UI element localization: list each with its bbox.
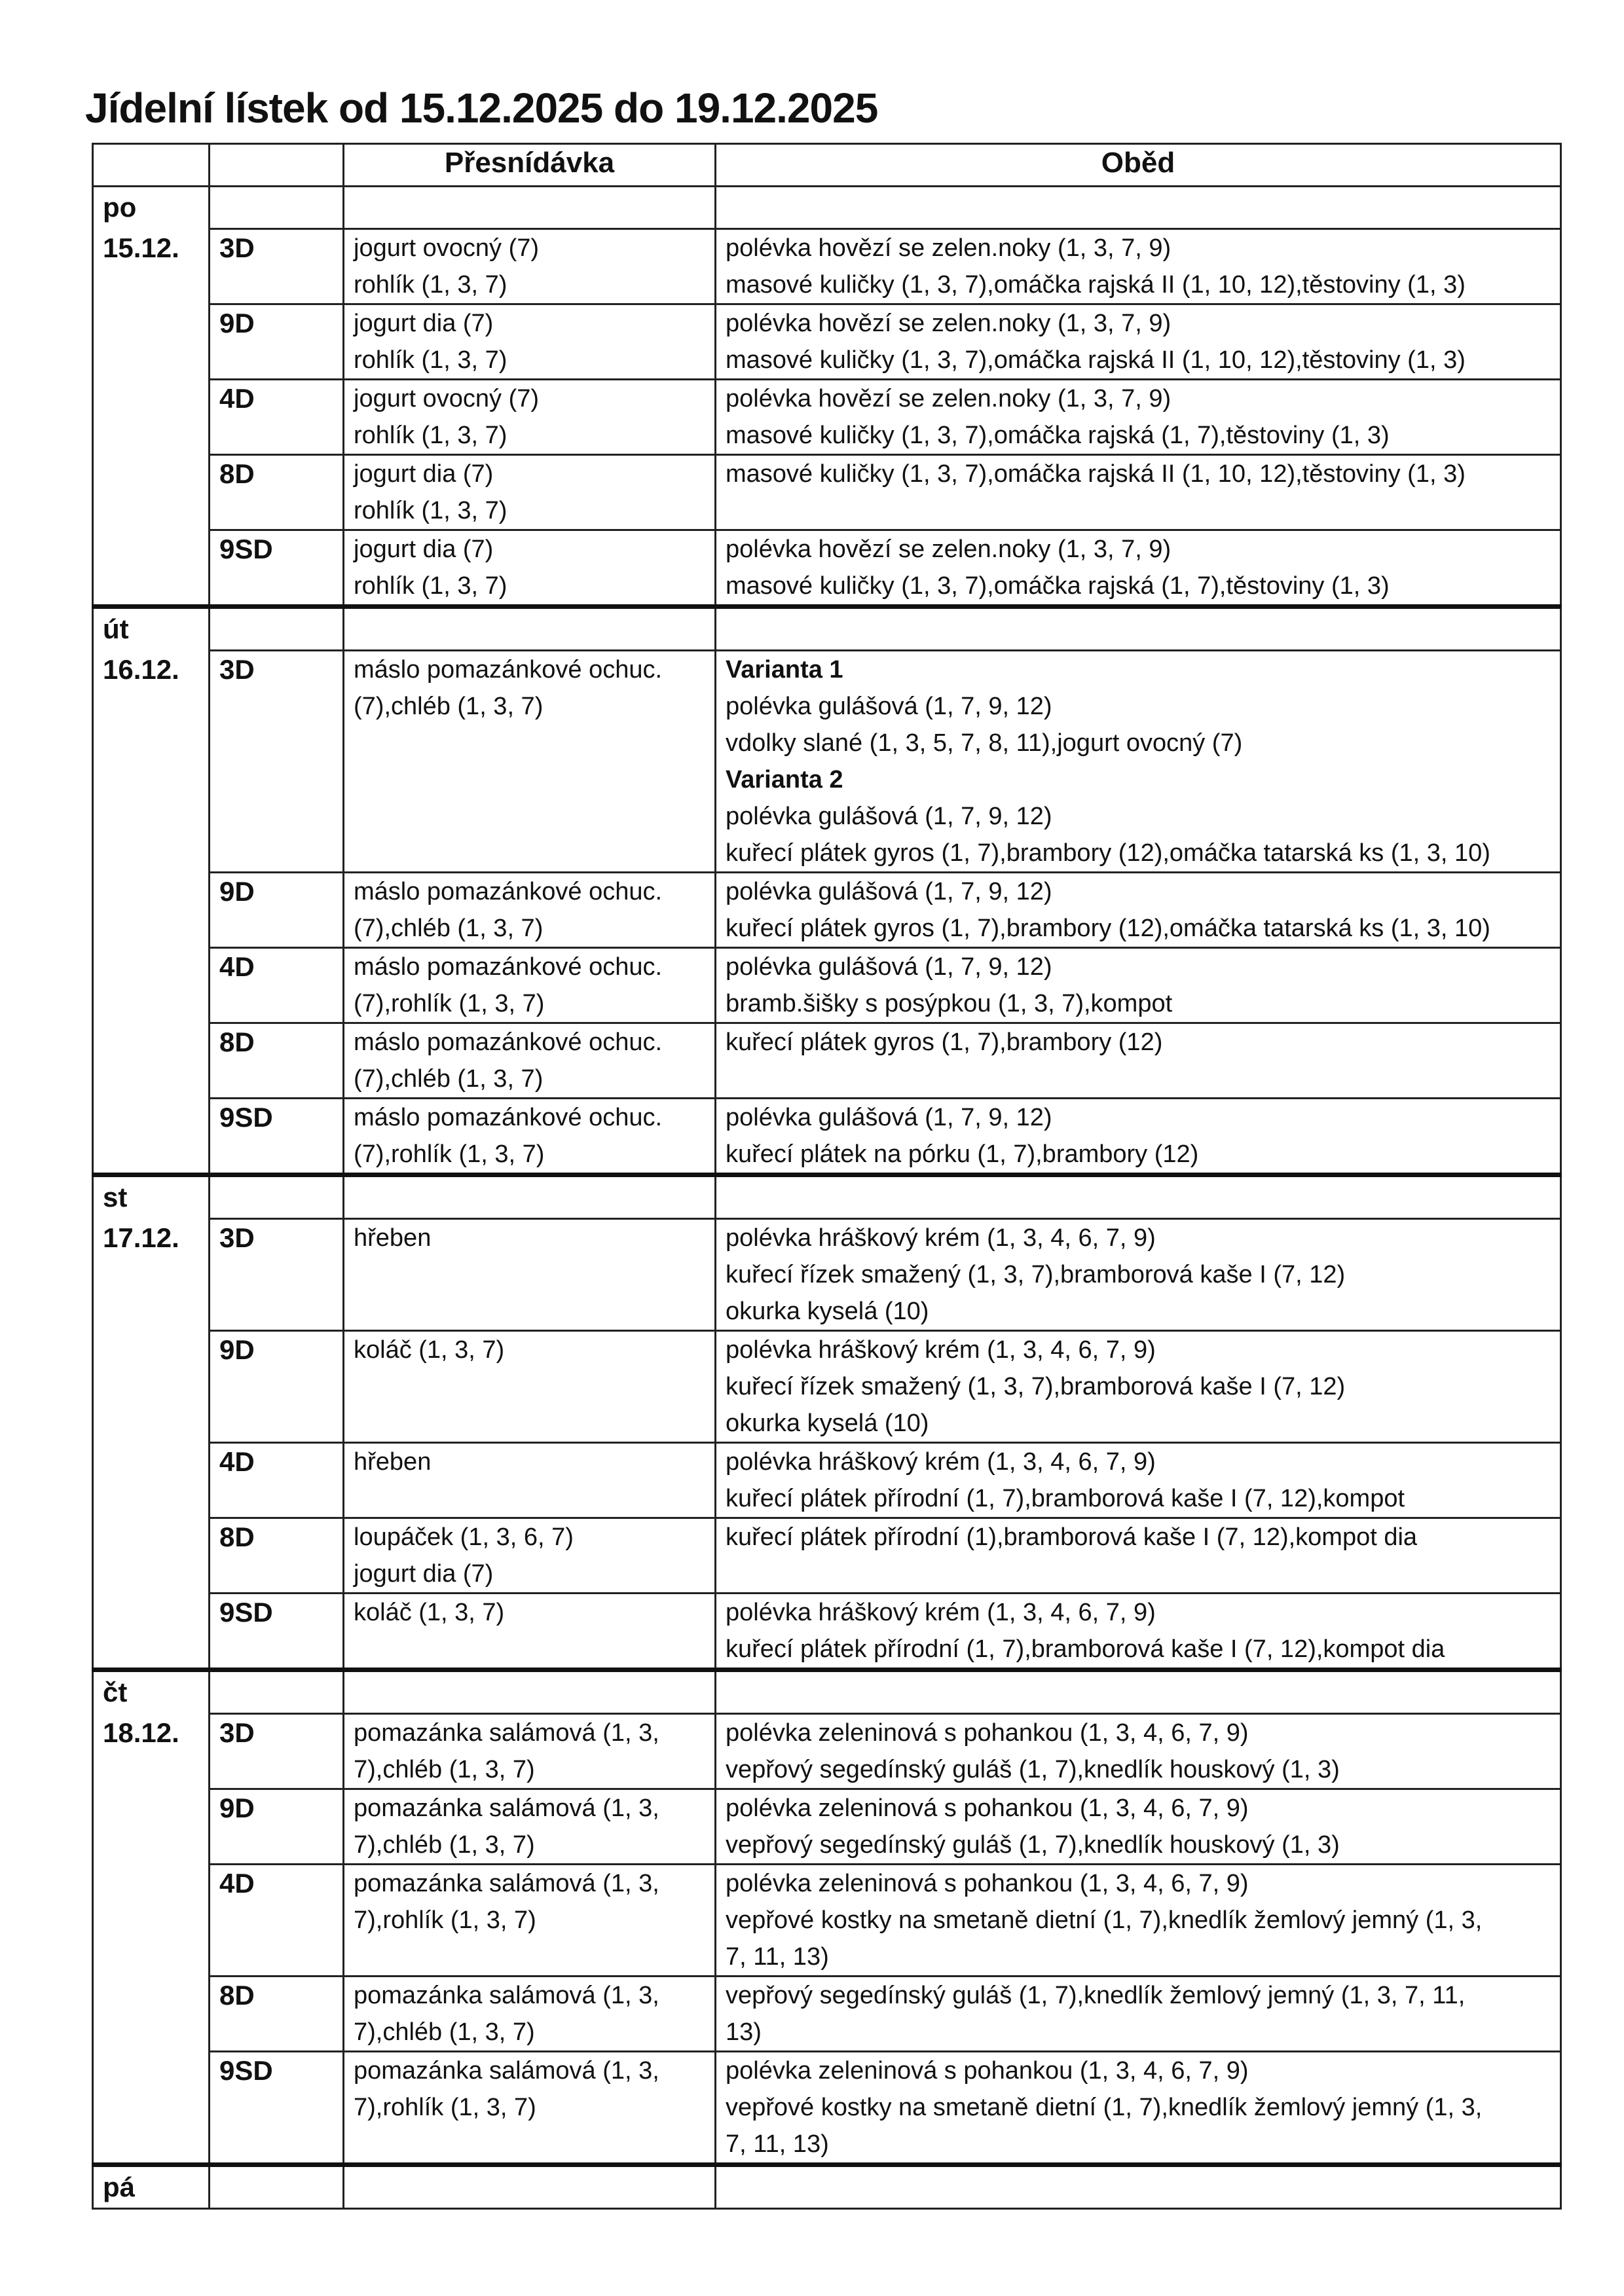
snack-item: máslo pomazánkové ochuc. [354,953,663,981]
table-row [93,1594,1561,1670]
lunch-cell [716,1331,1561,1443]
table-row [93,873,1561,948]
lunch-cell [716,530,1561,607]
table-row [93,304,1561,380]
group-cell: 8D [210,1977,344,2052]
lunch-cell [716,1977,1561,2052]
day-cell [93,187,210,607]
lunch-cell [716,651,1561,873]
snack-item: pomazánka salámová (1, 3, [354,1795,659,1822]
table-row [93,229,1561,304]
snack-item: jogurt dia (7) [354,310,494,337]
table-row [93,530,1561,607]
page-title: Jídelní lístek od 15.12.2025 do 19.12.2025 [85,84,878,132]
lunch-item: 13) [726,2018,762,2046]
table-row [93,1331,1561,1443]
snack-item: (7),chléb (1, 3, 7) [354,915,544,942]
empty-cell [210,2165,344,2209]
table-row [93,1714,1561,1789]
lunch-item: vepřové kostky na smetaně dietní (1, 7),knedlík žemlový jemný (1, 3, [726,1906,1483,1934]
group-cell: 9SD [210,1594,344,1670]
snack-item: 7),chléb (1, 3, 7) [354,2018,535,2046]
group-cell: 8D [210,455,344,530]
empty-cell [716,1670,1561,1714]
lunch-item: kuřecí plátek gyros (1, 7),brambory (12),omáčka tatarská ks (1, 3, 10) [726,839,1490,867]
lunch-item: polévka hráškový krém (1, 3, 4, 6, 7, 9) [726,1599,1156,1626]
snack-item: loupáček (1, 3, 6, 7) [354,1523,574,1551]
snack-cell [344,1099,716,1175]
group-cell: 3D [210,1219,344,1331]
lunch-item: polévka gulášová (1, 7, 9, 12) [726,803,1052,830]
snack-item: pomazánka salámová (1, 3, [354,1982,659,2009]
group-cell: 9D [210,304,344,380]
snack-item: 7),rohlík (1, 3, 7) [354,1906,536,1934]
lunch-item: polévka zeleninová s pohankou (1, 3, 4, 6, 7, 9) [726,2057,1249,2085]
lunch-item: 7, 11, 13) [726,2130,829,2158]
lunch-item: polévka hráškový krém (1, 3, 4, 6, 7, 9) [726,1336,1156,1364]
lunch-cell [716,1443,1561,1518]
empty-cell [210,1670,344,1714]
snack-cell [344,455,716,530]
lunch-item: polévka hráškový krém (1, 3, 4, 6, 7, 9) [726,1224,1156,1252]
lunch-item: polévka zeleninová s pohankou (1, 3, 4, 6, 7, 9) [726,1719,1249,1747]
snack-item: koláč (1, 3, 7) [354,1599,505,1626]
snack-cell [344,380,716,455]
empty-cell [716,187,1561,229]
lunch-item: vepřový segedínský guláš (1, 7),knedlík žemlový jemný (1, 3, 7, 11, [726,1982,1466,2009]
lunch-cell [716,948,1561,1023]
lunch-cell [716,304,1561,380]
lunch-item: polévka hráškový krém (1, 3, 4, 6, 7, 9) [726,1448,1156,1476]
snack-cell [344,1714,716,1789]
lunch-item: polévka hovězí se zelen.noky (1, 3, 7, 9) [726,234,1172,262]
lunch-item: masové kuličky (1, 3, 7),omáčka rajská (1, 7),těstoviny (1, 3) [726,572,1390,600]
snack-item: 7),chléb (1, 3, 7) [354,1756,535,1783]
snack-cell [344,530,716,607]
day-date: 15.12. [103,232,179,263]
day-cell [93,607,210,1175]
snack-item: jogurt ovocný (7) [354,385,540,412]
table-row [93,1023,1561,1099]
snack-cell [344,1518,716,1594]
variant-label: Varianta 2 [726,766,843,793]
snack-cell [344,1789,716,1865]
group-cell: 9SD [210,530,344,607]
lunch-item: polévka gulášová (1, 7, 9, 12) [726,693,1052,720]
lunch-item: polévka gulášová (1, 7, 9, 12) [726,1104,1052,1131]
lunch-cell [716,1518,1561,1594]
snack-cell [344,948,716,1023]
lunch-item: 7, 11, 13) [726,1943,829,1971]
table-row [93,1865,1561,1977]
table-row [93,1099,1561,1175]
lunch-item: kuřecí řízek smažený (1, 3, 7),bramborová kaše I (7, 12) [726,1261,1346,1288]
table-row [93,1789,1561,1865]
group-cell: 4D [210,380,344,455]
lunch-cell [716,1714,1561,1789]
day-spacer-row [93,187,1561,229]
empty-cell [210,607,344,651]
lunch-item: vdolky slané (1, 3, 5, 7, 8, 11),jogurt ovocný (7) [726,729,1243,757]
snack-cell [344,1865,716,1977]
group-cell: 3D [210,1714,344,1789]
header-row [93,144,1561,187]
group-cell: 9SD [210,1099,344,1175]
snack-item: (7),chléb (1, 3, 7) [354,1065,544,1093]
lunch-item: masové kuličky (1, 3, 7),omáčka rajská II (1, 10, 12),těstoviny (1, 3) [726,460,1466,488]
lunch-item: kuřecí plátek na pórku (1, 7),brambory (12) [726,1140,1199,1168]
snack-item: 7),chléb (1, 3, 7) [354,1831,535,1859]
menu-body [93,187,1561,2209]
snack-item: máslo pomazánkové ochuc. [354,1029,663,1056]
snack-item: rohlík (1, 3, 7) [354,271,507,299]
snack-item: rohlík (1, 3, 7) [354,346,507,374]
snack-item: jogurt dia (7) [354,536,494,563]
lunch-cell [716,1219,1561,1331]
snack-item: 7),rohlík (1, 3, 7) [354,2094,536,2121]
header-day-cell [93,144,210,187]
lunch-item: polévka zeleninová s pohankou (1, 3, 4, 6, 7, 9) [726,1870,1249,1897]
lunch-cell [716,455,1561,530]
snack-item: rohlík (1, 3, 7) [354,572,507,600]
snack-cell [344,651,716,873]
lunch-cell [716,1099,1561,1175]
snack-cell [344,1594,716,1670]
table-row [93,651,1561,873]
snack-cell [344,229,716,304]
day-date: 17.12. [103,1222,179,1253]
table-row [93,948,1561,1023]
snack-cell [344,1977,716,2052]
lunch-item: kuřecí plátek gyros (1, 7),brambory (12) [726,1029,1163,1056]
snack-cell [344,1443,716,1518]
snack-item: jogurt ovocný (7) [354,234,540,262]
lunch-cell [716,1865,1561,1977]
snack-item: (7),rohlík (1, 3, 7) [354,1140,545,1168]
table-row [93,1977,1561,2052]
lunch-item: kuřecí plátek přírodní (1, 7),bramborová kaše I (7, 12),kompot [726,1485,1405,1512]
empty-cell [344,187,716,229]
table-row [93,1219,1561,1331]
day-name: čt [103,1677,128,1707]
lunch-cell [716,2052,1561,2165]
group-cell: 9D [210,873,344,948]
empty-cell [210,187,344,229]
snack-cell [344,1219,716,1331]
snack-cell [344,1331,716,1443]
group-cell: 4D [210,1865,344,1977]
lunch-item: kuřecí plátek přírodní (1),bramborová kaše I (7, 12),kompot dia [726,1523,1418,1551]
day-cell [93,1175,210,1670]
menu-table [92,143,1562,2210]
lunch-item: polévka hovězí se zelen.noky (1, 3, 7, 9) [726,536,1172,563]
lunch-cell [716,1023,1561,1099]
lunch-item: vepřový segedínský guláš (1, 7),knedlík houskový (1, 3) [726,1831,1340,1859]
lunch-cell [716,873,1561,948]
table-row [93,1443,1561,1518]
header-group-cell [210,144,344,187]
lunch-item: polévka hovězí se zelen.noky (1, 3, 7, 9) [726,310,1172,337]
empty-cell [210,1175,344,1219]
group-cell: 8D [210,1518,344,1594]
lunch-item: polévka gulášová (1, 7, 9, 12) [726,953,1052,981]
lunch-item: masové kuličky (1, 3, 7),omáčka rajská II (1, 10, 12),těstoviny (1, 3) [726,271,1466,299]
lunch-item: polévka hovězí se zelen.noky (1, 3, 7, 9) [726,385,1172,412]
empty-cell [344,2165,716,2209]
lunch-cell [716,229,1561,304]
snack-item: pomazánka salámová (1, 3, [354,1870,659,1897]
friday-row [93,2165,1561,2209]
day-date: 18.12. [103,1717,179,1748]
lunch-item: masové kuličky (1, 3, 7),omáčka rajská (1, 7),těstoviny (1, 3) [726,422,1390,449]
group-cell: 9D [210,1331,344,1443]
lunch-item: polévka gulášová (1, 7, 9, 12) [726,878,1052,905]
snack-cell [344,1023,716,1099]
empty-cell [344,1670,716,1714]
empty-cell [716,1175,1561,1219]
snack-item: máslo pomazánkové ochuc. [354,878,663,905]
snack-cell [344,2052,716,2165]
lunch-item: okurka kyselá (10) [726,1410,929,1437]
snack-item: pomazánka salámová (1, 3, [354,1719,659,1747]
day-date: 16.12. [103,654,179,685]
table-row [93,380,1561,455]
lunch-cell [716,1789,1561,1865]
snack-item: jogurt dia (7) [354,1560,494,1588]
snack-item: rohlík (1, 3, 7) [354,422,507,449]
day-cell: pá [93,2165,210,2209]
snack-item: pomazánka salámová (1, 3, [354,2057,659,2085]
variant-label: Varianta 1 [726,656,843,683]
lunch-item: polévka zeleninová s pohankou (1, 3, 4, 6, 7, 9) [726,1795,1249,1822]
empty-cell [344,607,716,651]
lunch-cell [716,380,1561,455]
lunch-item: kuřecí řízek smažený (1, 3, 7),bramborová kaše I (7, 12) [726,1373,1346,1400]
group-cell: 4D [210,1443,344,1518]
table-row [93,455,1561,530]
lunch-item: kuřecí plátek přírodní (1, 7),bramborová kaše I (7, 12),kompot dia [726,1635,1445,1663]
header-lunch: Oběd [716,144,1561,187]
lunch-item: bramb.šišky s posýpkou (1, 3, 7),kompot [726,990,1173,1017]
lunch-item: vepřové kostky na smetaně dietní (1, 7),knedlík žemlový jemný (1, 3, [726,2094,1483,2121]
snack-item: hřeben [354,1448,432,1476]
snack-cell [344,304,716,380]
group-cell: 3D [210,651,344,873]
group-cell: 9SD [210,2052,344,2165]
day-name: st [103,1182,128,1212]
empty-cell [716,607,1561,651]
snack-item: rohlík (1, 3, 7) [354,497,507,524]
lunch-item: vepřový segedínský guláš (1, 7),knedlík houskový (1, 3) [726,1756,1340,1783]
snack-item: hřeben [354,1224,432,1252]
snack-item: (7),chléb (1, 3, 7) [354,693,544,720]
day-spacer-row [93,1670,1561,1714]
group-cell: 4D [210,948,344,1023]
day-cell [93,1670,210,2165]
lunch-item: masové kuličky (1, 3, 7),omáčka rajská II (1, 10, 12),těstoviny (1, 3) [726,346,1466,374]
snack-cell [344,873,716,948]
lunch-item: kuřecí plátek gyros (1, 7),brambory (12),omáčka tatarská ks (1, 3, 10) [726,915,1490,942]
snack-item: jogurt dia (7) [354,460,494,488]
snack-item: máslo pomazánkové ochuc. [354,1104,663,1131]
lunch-cell [716,1594,1561,1670]
group-cell: 3D [210,229,344,304]
day-name: po [103,192,137,223]
group-cell: 9D [210,1789,344,1865]
day-name: út [103,613,129,644]
day-spacer-row [93,1175,1561,1219]
empty-cell [344,1175,716,1219]
lunch-item: okurka kyselá (10) [726,1298,929,1325]
empty-cell [716,2165,1561,2209]
snack-item: koláč (1, 3, 7) [354,1336,505,1364]
header-snack: Přesnídávka [344,144,716,187]
day-spacer-row [93,607,1561,651]
table-row [93,2052,1561,2165]
table-row [93,1518,1561,1594]
group-cell: 8D [210,1023,344,1099]
snack-item: (7),rohlík (1, 3, 7) [354,990,545,1017]
snack-item: máslo pomazánkové ochuc. [354,656,663,683]
